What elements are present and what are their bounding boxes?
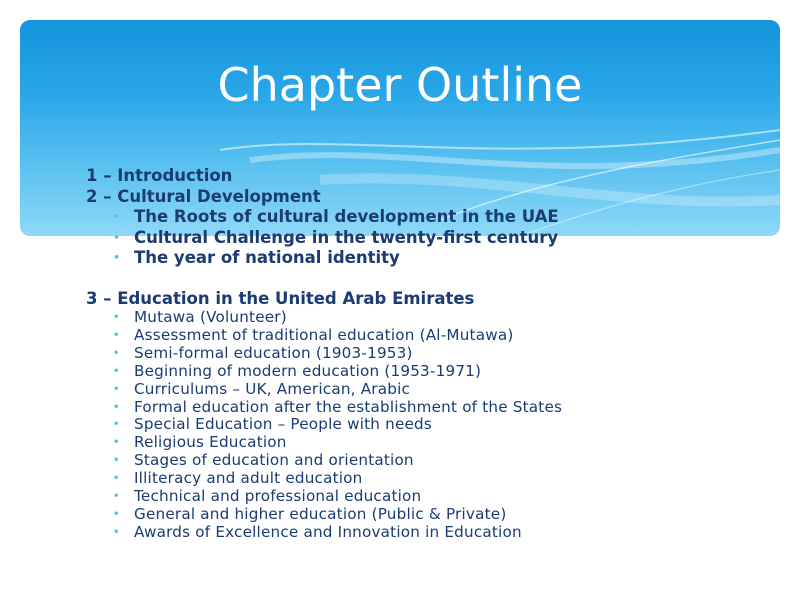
- bullet-icon: •: [113, 473, 120, 485]
- bullet-icon: •: [113, 508, 120, 520]
- list-item: • Cultural Challenge in the twenty-first century: [113, 227, 559, 247]
- bullet-icon: •: [113, 210, 121, 223]
- list-item: • Religious Education: [113, 433, 287, 452]
- list-item: • Curriculums – UK, American, Arabic: [113, 379, 411, 398]
- bullet-icon: •: [113, 455, 120, 467]
- bullet-icon: •: [113, 401, 120, 413]
- list-item: • The year of national identity: [113, 248, 400, 267]
- section-heading-1: 1 – Introduction: [86, 166, 233, 185]
- bullet-icon: •: [113, 365, 120, 377]
- section-heading-3: 3 – Education in the United Arab Emirates: [86, 288, 475, 308]
- list-item: • Awards of Excellence and Innovation in Education: [113, 522, 522, 541]
- bullet-icon: •: [113, 526, 120, 538]
- spacer: [86, 269, 786, 289]
- list-item: • Stages of education and orientation: [113, 451, 414, 470]
- list-item: • General and higher education (Public & Private): [113, 504, 507, 523]
- bullet-icon: •: [113, 437, 120, 449]
- list-item: • Semi-formal education (1903-1953): [113, 343, 413, 362]
- list-item: • Assessment of traditional education (Al-Mutawa): [113, 325, 514, 344]
- bullet-icon: •: [113, 347, 120, 359]
- section-heading-2: 2 – Cultural Development: [86, 186, 321, 206]
- chapter-outline: [86, 166, 786, 542]
- list-item: • Special Education – People with needs: [113, 415, 433, 434]
- bullet-icon: •: [113, 491, 120, 503]
- list-item: • Technical and professional education: [113, 487, 422, 506]
- list-item: • Illiteracy and adult education: [113, 469, 363, 488]
- bullet-icon: •: [113, 251, 121, 264]
- bullet-icon: •: [113, 312, 120, 323]
- bullet-icon: •: [113, 383, 120, 395]
- list-item: • Mutawa (Volunteer): [113, 308, 287, 326]
- bullet-icon: •: [113, 230, 121, 244]
- page-title: Chapter Outline: [217, 58, 583, 112]
- list-item: • Beginning of modern education (1953-1971): [113, 361, 482, 380]
- bullet-icon: •: [113, 419, 120, 431]
- bullet-icon: •: [113, 329, 120, 341]
- list-item: • Formal education after the establishment of the States: [113, 397, 563, 416]
- list-item: • The Roots of cultural development in the UAE: [113, 207, 559, 226]
